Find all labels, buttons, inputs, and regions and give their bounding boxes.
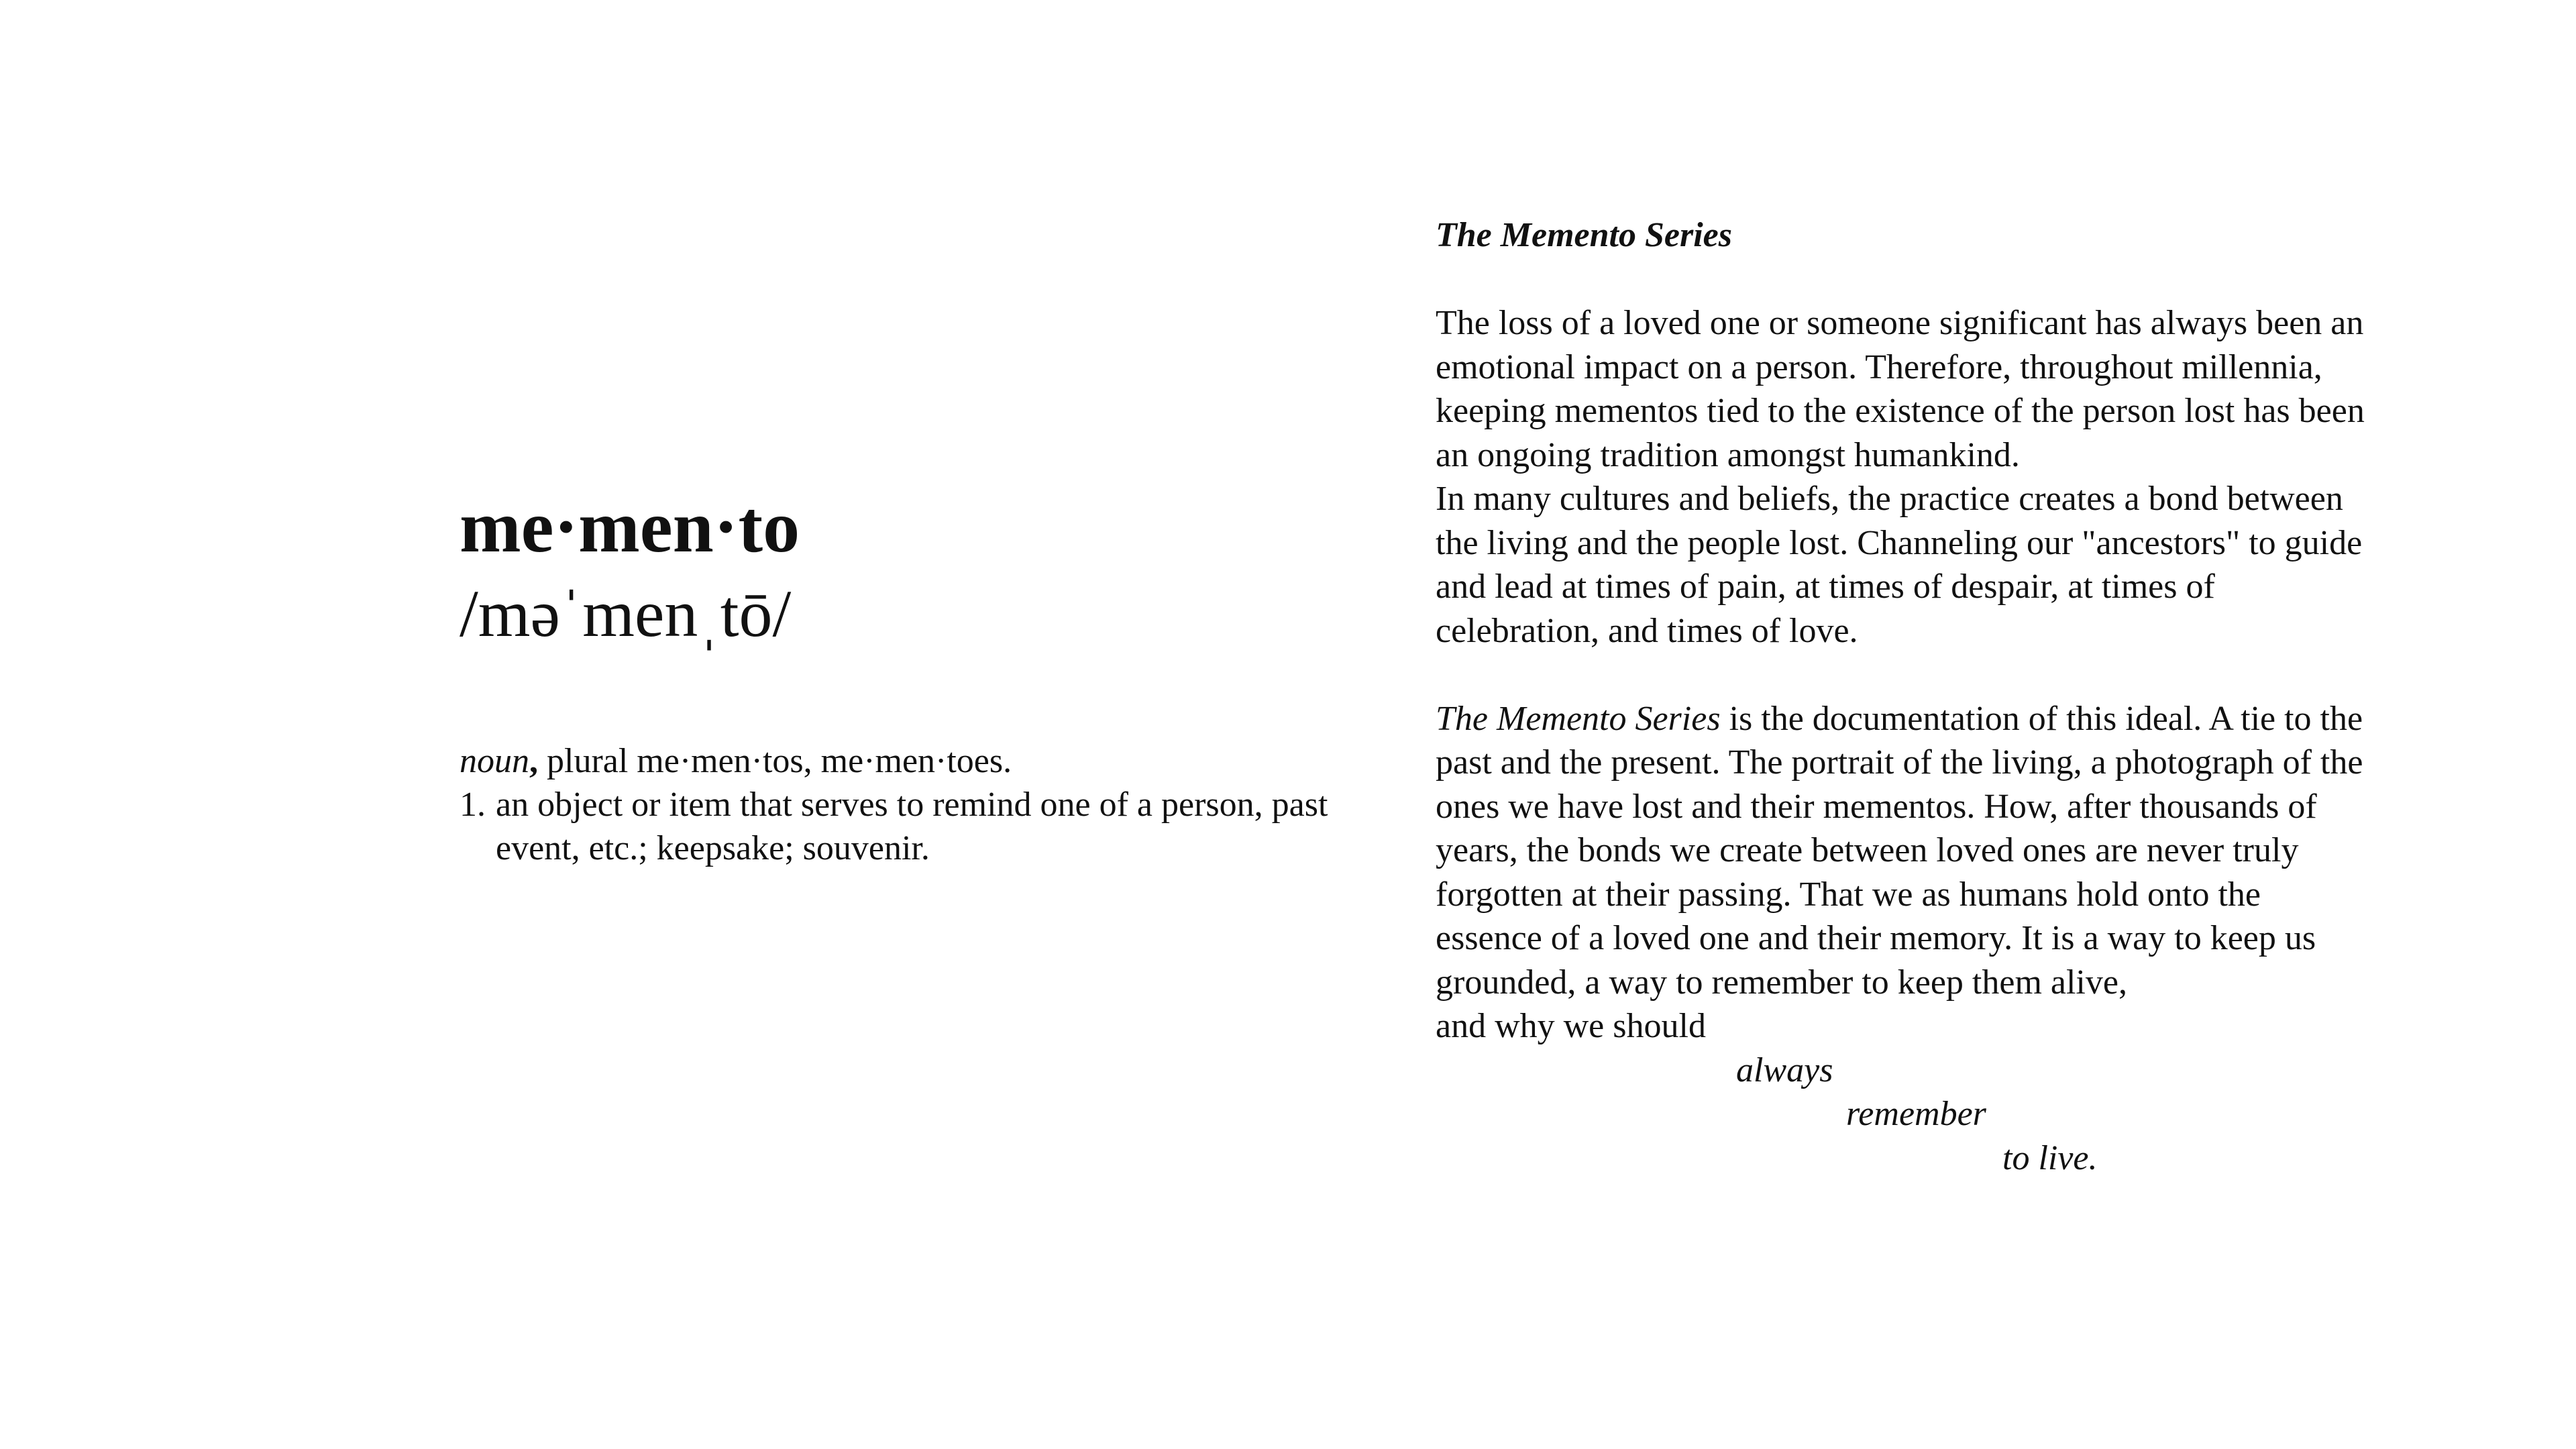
plural-forms: plural me·men·tos, me·men·toes. [538,742,1012,780]
essay-line: past and the present. The portrait of the living, a photograph of the [1436,743,2363,782]
essay-title: The Memento Series [1436,216,1732,254]
essay-line [1436,697,2469,741]
sense-text: an object or item that serves to remind one of a person, past event, etc.; keepsake; souvenir. [496,786,1328,867]
essay-paragraph-3 [1436,697,2469,1181]
paragraph-3-lead: is the documentation of this ideal. A tie to the [1720,699,2363,738]
essay-line: and why we should [1436,1007,1706,1045]
essay-line: ones we have lost and their mementos. How, after thousands of [1436,787,2317,826]
essay-line: emotional impact on a person. Therefore, throughout millennia, [1436,347,2322,386]
dictionary-definition [460,483,1345,870]
essay-paragraph-1 [1436,301,2469,477]
pronunciation: /məˈmenˌtō/ [460,576,792,651]
essay-line: In many cultures and beliefs, the practice creates a bond between [1436,480,2343,518]
sense-number: 1. [460,786,486,824]
essay-line: forgotten at their passing. That we as humans hold onto the [1436,875,2261,914]
essay [1436,213,2469,1180]
series-title-inline: The Memento Series [1436,699,1721,738]
closing-remember: remember [1846,1095,1986,1133]
closing-to-live: to live. [2002,1138,2098,1177]
part-of-speech: noun [460,742,529,780]
essay-line: The loss of a loved one or someone significant has always been an [1436,304,2364,342]
essay-line: celebration, and times of love. [1436,611,1858,650]
grammar-line [460,739,1345,783]
essay-line: the living and the people lost. Channeling our "ancestors" to guide [1436,523,2363,562]
definition-body [460,739,1345,870]
essay-line: grounded, a way to remember to keep them alive, [1436,963,2127,1002]
headword: me·men·to [460,486,800,568]
essay-line: and lead at times of pain, at times of despair, at times of [1436,568,2215,606]
closing-always: always [1736,1051,1833,1089]
essay-line: an ongoing tradition amongst humankind. [1436,435,2020,474]
grammar-comma: , [529,742,538,780]
essay-line: essence of a loved one and their memory. It is a way to keep us [1436,919,2316,957]
sense-1 [460,783,1345,870]
essay-paragraph-2 [1436,477,2469,653]
essay-line: keeping mementos tied to the existence of the person lost has been [1436,392,2365,430]
essay-line: years, the bonds we create between loved ones are never truly [1436,831,2299,869]
